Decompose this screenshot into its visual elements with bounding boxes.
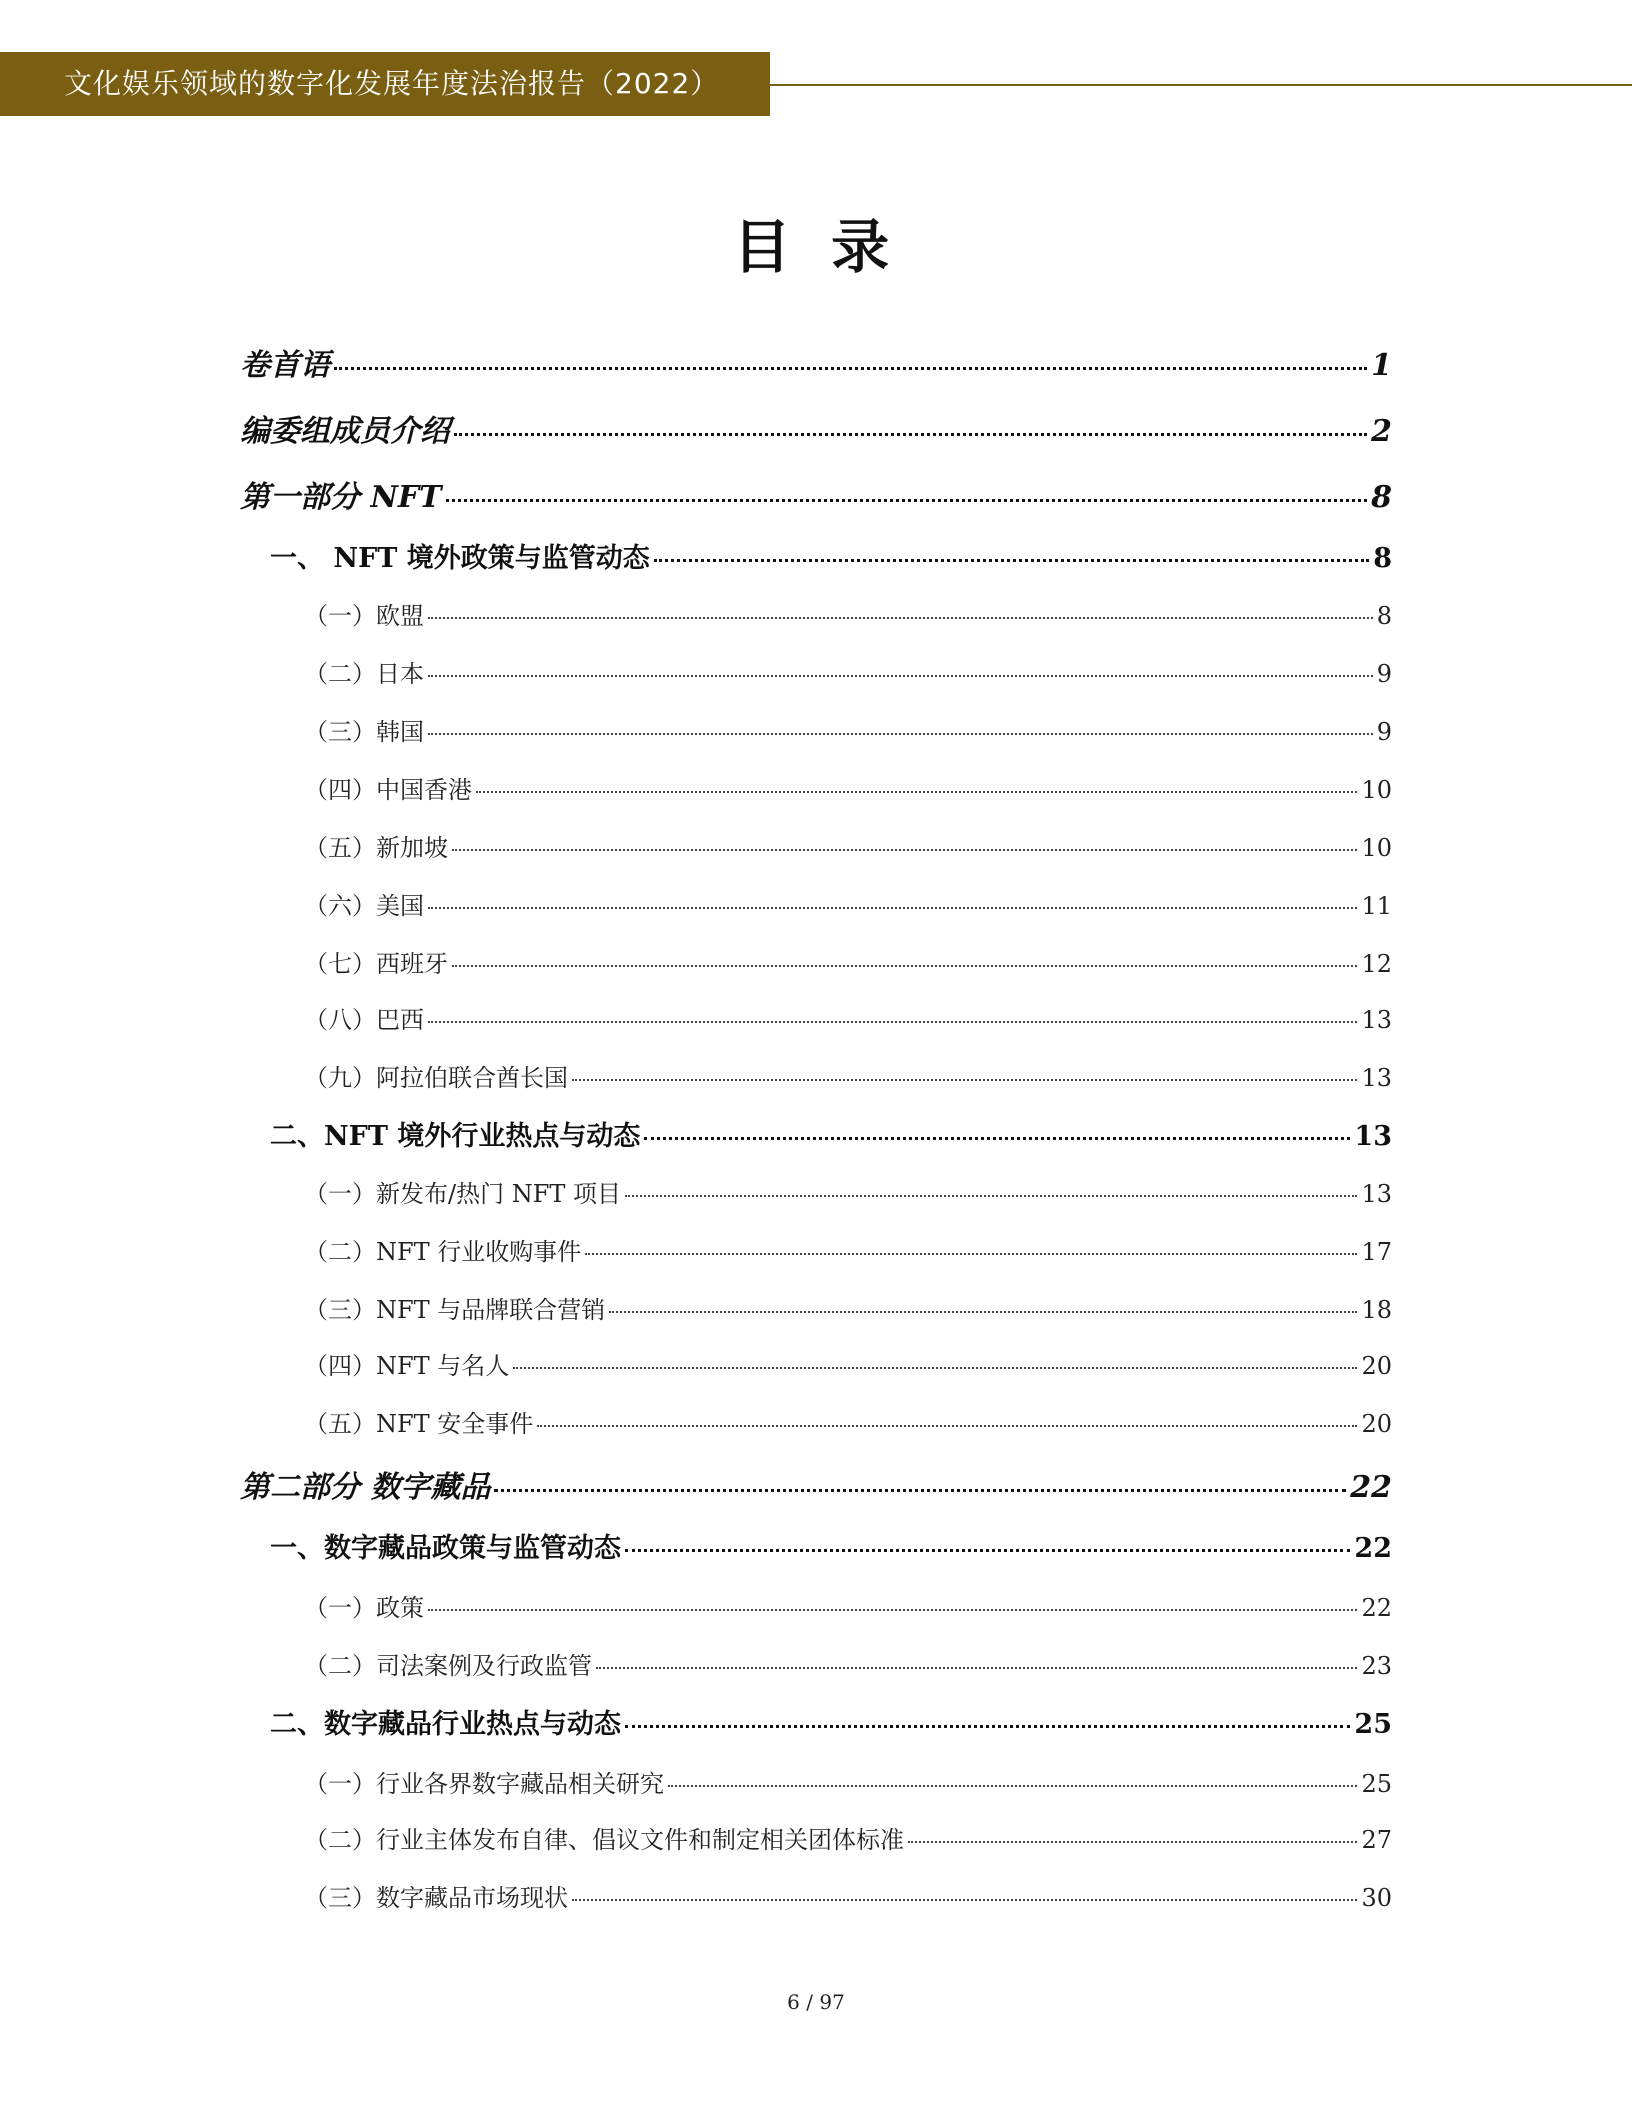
toc-entry[interactable] <box>304 654 1392 689</box>
toc-entry-label: （八）巴西 <box>304 1006 424 1034</box>
toc-dot-leader <box>454 433 1367 436</box>
toc-dot-leader <box>452 849 1357 851</box>
toc-entry-label: （二）行业主体发布自律、倡议文件和制定相关团体标准 <box>304 1826 904 1854</box>
page-title: 目 录 <box>732 213 900 281</box>
toc-dot-leader <box>428 733 1373 735</box>
report-header-title: 文化娱乐领域的数字化发展年度法治报告（2022） <box>0 52 770 116</box>
toc-dot-leader <box>334 367 1367 370</box>
toc-entry[interactable] <box>304 1232 1392 1267</box>
toc-dot-leader <box>452 965 1357 967</box>
toc-entry-page: 17 <box>1361 1238 1392 1266</box>
toc-entry[interactable] <box>304 1058 1392 1093</box>
toc-entry-page: 11 <box>1361 892 1392 920</box>
toc-entry-label: （三）数字藏品市场现状 <box>304 1884 568 1912</box>
toc-dot-leader <box>428 907 1357 909</box>
toc-entry-label: （四）中国香港 <box>304 776 472 804</box>
toc-entry-page: 12 <box>1361 950 1392 978</box>
toc-dot-leader <box>644 1137 1350 1140</box>
toc-dot-leader <box>572 1899 1357 1901</box>
toc-entry-label: （一）欧盟 <box>304 602 424 630</box>
toc-entry-page: 9 <box>1376 660 1392 688</box>
toc-dot-leader <box>428 617 1373 619</box>
toc-entry-page: 2 <box>1371 414 1392 449</box>
toc-dot-leader <box>428 675 1373 677</box>
toc-entry[interactable] <box>240 472 1392 516</box>
toc-entry-label: （一）政策 <box>304 1594 424 1622</box>
toc-dot-leader <box>428 1609 1357 1611</box>
toc-entry-page: 25 <box>1354 1709 1392 1740</box>
toc-entry-label: （二）司法案例及行政监管 <box>304 1652 592 1680</box>
toc-entry[interactable] <box>240 1462 1392 1506</box>
toc-entry-page: 1 <box>1371 348 1392 383</box>
toc-entry-label: （七）西班牙 <box>304 950 448 978</box>
toc-entry[interactable] <box>270 1702 1392 1741</box>
toc-dot-leader <box>494 1489 1346 1492</box>
toc-entry-label: （三）韩国 <box>304 718 424 746</box>
toc-entry[interactable] <box>304 886 1392 921</box>
toc-entry-label: （二）NFT 行业收购事件 <box>304 1238 582 1266</box>
toc-entry-label: （四）NFT 与名人 <box>304 1352 510 1380</box>
toc-entry-label: 二、数字藏品行业热点与动态 <box>270 1709 621 1740</box>
toc-entry-label: （五）NFT 安全事件 <box>304 1410 534 1438</box>
toc-entry[interactable] <box>304 1764 1392 1799</box>
toc-entry-page: 20 <box>1361 1352 1392 1380</box>
toc-entry[interactable] <box>240 406 1392 450</box>
toc-entry-page: 13 <box>1361 1006 1392 1034</box>
toc-entry[interactable] <box>270 1526 1392 1565</box>
toc-entry-label: 一、 NFT 境外政策与监管动态 <box>270 543 650 574</box>
toc-entry-page: 8 <box>1371 480 1392 515</box>
toc-entry-page: 13 <box>1354 1121 1392 1152</box>
toc-dot-leader <box>585 1253 1357 1255</box>
toc-entry-page: 10 <box>1361 834 1392 862</box>
toc-entry[interactable] <box>304 944 1392 979</box>
toc-dot-leader <box>625 1725 1350 1728</box>
toc-entry-page: 20 <box>1361 1410 1392 1438</box>
toc-dot-leader <box>668 1785 1357 1787</box>
toc-entry-label: 第一部分 NFT <box>240 480 442 515</box>
toc-entry-label: 卷首语 <box>240 348 330 383</box>
toc-entry[interactable] <box>304 596 1392 631</box>
toc-dot-leader <box>537 1425 1357 1427</box>
toc-entry-label: （一）行业各界数字藏品相关研究 <box>304 1770 664 1798</box>
toc-entry-label: （六）美国 <box>304 892 424 920</box>
toc-entry[interactable] <box>304 712 1392 747</box>
toc-dot-leader <box>572 1079 1357 1081</box>
toc-entry-label: 第二部分 数字藏品 <box>240 1470 491 1505</box>
toc-entry-label: 二、NFT 境外行业热点与动态 <box>270 1121 641 1152</box>
toc-dot-leader <box>596 1667 1357 1669</box>
toc-entry-page: 27 <box>1361 1826 1392 1854</box>
toc-dot-leader <box>625 1195 1357 1197</box>
toc-entry[interactable] <box>304 1174 1392 1209</box>
toc-entry-page: 18 <box>1361 1296 1392 1324</box>
toc-entry[interactable] <box>304 1646 1392 1681</box>
toc-entry[interactable] <box>304 1000 1392 1035</box>
toc-dot-leader <box>513 1367 1357 1369</box>
toc-entry[interactable] <box>304 1588 1392 1623</box>
toc-entry-label: （三）NFT 与品牌联合营销 <box>304 1296 606 1324</box>
toc-entry-page: 22 <box>1361 1594 1392 1622</box>
toc-entry-page: 23 <box>1361 1652 1392 1680</box>
toc-entry[interactable] <box>304 1346 1392 1381</box>
toc-dot-leader <box>476 791 1357 793</box>
page-number: 6 / 97 <box>787 1990 845 2014</box>
toc-entry-page: 9 <box>1376 718 1392 746</box>
toc-dot-leader <box>428 1021 1357 1023</box>
toc-entry-label: 编委组成员介绍 <box>240 414 450 449</box>
toc-entry-label: （五）新加坡 <box>304 834 448 862</box>
toc-entry[interactable] <box>240 340 1392 384</box>
toc-entry-label: 一、数字藏品政策与监管动态 <box>270 1533 621 1564</box>
toc-entry-page: 13 <box>1361 1180 1392 1208</box>
toc-dot-leader <box>625 1549 1350 1552</box>
toc-entry[interactable] <box>270 1114 1392 1153</box>
toc-entry-page: 22 <box>1354 1533 1392 1564</box>
toc-entry-page: 25 <box>1361 1770 1392 1798</box>
toc-entry-page: 13 <box>1361 1064 1392 1092</box>
toc-dot-leader <box>446 499 1368 502</box>
toc-entry-page: 22 <box>1350 1470 1392 1505</box>
toc-entry-page: 8 <box>1373 543 1392 574</box>
toc-dot-leader <box>654 559 1369 562</box>
toc-entry[interactable] <box>270 536 1392 575</box>
toc-entry[interactable] <box>304 1404 1392 1439</box>
toc-entry[interactable] <box>304 770 1392 805</box>
toc-entry[interactable] <box>304 828 1392 863</box>
toc-entry[interactable] <box>304 1290 1392 1325</box>
toc-entry-label: （二）日本 <box>304 660 424 688</box>
toc-dot-leader <box>908 1841 1357 1843</box>
toc-entry[interactable] <box>304 1878 1392 1913</box>
toc-dot-leader <box>609 1311 1357 1313</box>
toc-entry-label: （九）阿拉伯联合酋长国 <box>304 1064 568 1092</box>
toc-entry[interactable] <box>304 1820 1392 1855</box>
toc-entry-page: 8 <box>1376 602 1392 630</box>
toc-entry-page: 10 <box>1361 776 1392 804</box>
toc-entry-page: 30 <box>1361 1884 1392 1912</box>
toc-entry-label: （一）新发布/热门 NFT 项目 <box>304 1180 622 1208</box>
